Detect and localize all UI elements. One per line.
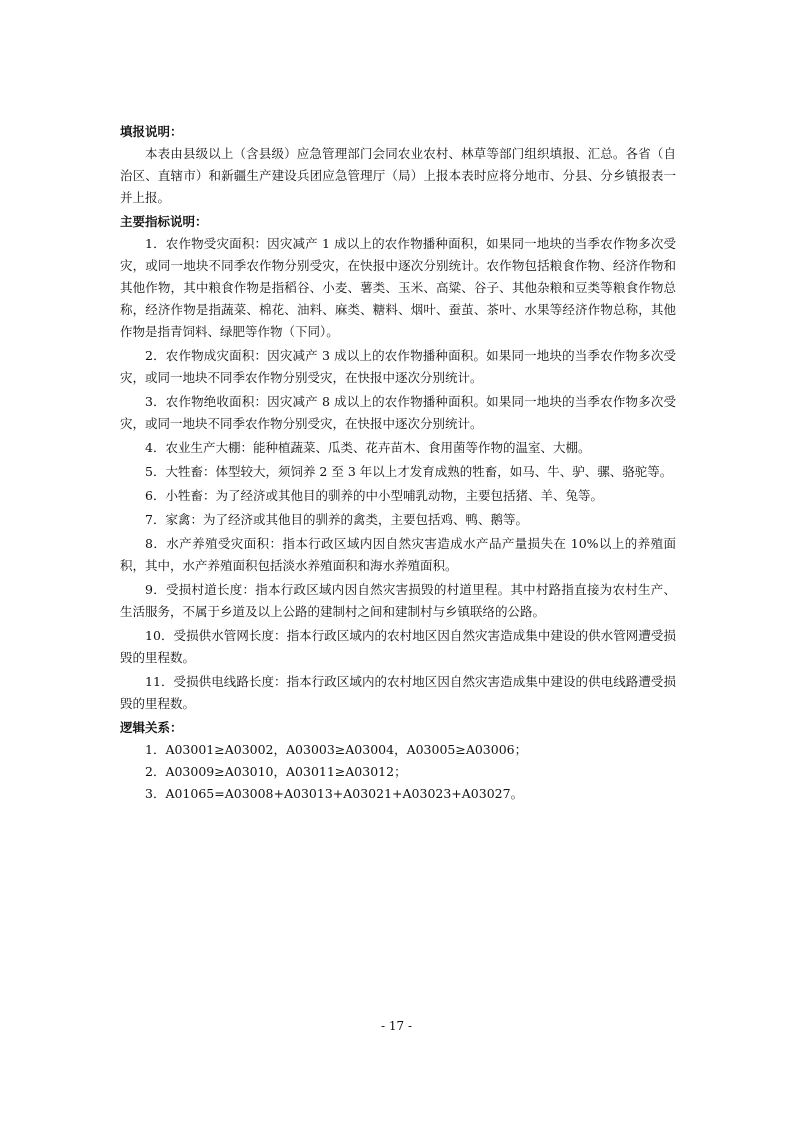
document-body xyxy=(120,121,676,805)
indicator-item: 5．大牲畜：体型较大，须饲养 2 至 3 年以上才发育成熟的牲畜，如马、牛、驴、骡、骆驼等。 xyxy=(145,464,673,479)
logic-item: 3．A01065=A03008+A03013+A03021+A03023+A03027。 xyxy=(145,786,524,801)
filling-instructions-text: 本表由县级以上（含县级）应急管理部门会同农业农村、林草等部门组织填报、汇总。各省（自治区、直辖市）和新疆生产建设兵团应急管理厅（局）上报本表时应将分地市、分县、分乡镇报表一并上报。 xyxy=(120,146,676,205)
indicator-item: 4．农业生产大棚：能种植蔬菜、瓜类、花卉苗木、食用菌等作物的温室、大棚。 xyxy=(145,440,591,455)
logic-item: 2．A03009≥A03010，A03011≥A03012； xyxy=(145,764,407,779)
main-indicators-heading: 主要指标说明： xyxy=(120,214,208,229)
page-number: - 17 - xyxy=(380,1019,412,1033)
indicator-item: 6．小牲畜：为了经济或其他目的驯养的中小型哺乳动物，主要包括猪、羊、兔等。 xyxy=(145,488,603,503)
filling-instructions-heading: 填报说明： xyxy=(120,124,183,139)
logic-relations-heading: 逻辑关系： xyxy=(120,720,183,735)
logic-item: 1．A03001≥A03002，A03003≥A03004，A03005≥A03006； xyxy=(145,742,528,757)
indicator-item: 1．农作物受灾面积：因灾减产 1 成以上的农作物播种面积，如果同一地块的当季农作物多次受灾，或同一地块不同季农作物分别受灾，在快报中逐次分别统计。农作物包括粮食作物、经济作物和其他作物，其中粮食作物是指稻谷、小麦、薯类、玉米、高粱、谷子、其他杂粮和豆类等粮食作物总称，经济作物是指蔬菜、棉花、油料、麻类、糖料、烟叶、蚕茧、茶叶、水果等经济作物总称，其他作物是指青饲料、绿肥等作物（下同）。 xyxy=(120,236,676,339)
indicator-item: 3．农作物绝收面积：因灾减产 8 成以上的农作物播种面积。如果同一地块的当季农作物多次受灾，或同一地块不同季农作物分别受灾，在快报中逐次分别统计。 xyxy=(120,394,676,431)
indicator-item: 2．农作物成灾面积：因灾减产 3 成以上的农作物播种面积。如果同一地块的当季农作物多次受灾，或同一地块不同季农作物分别受灾，在快报中逐次分别统计。 xyxy=(120,348,676,385)
indicator-item: 10．受损供水管网长度：指本行政区域内的农村地区因自然灾害造成集中建设的供水管网遭受损毁的里程数。 xyxy=(120,628,676,665)
indicator-item: 8．水产养殖受灾面积：指本行政区域内因自然灾害造成水产品产量损失在 10%以上的养殖面积，其中，水产养殖面积包括淡水养殖面积和海水养殖面积。 xyxy=(120,536,676,573)
indicator-item: 9．受损村道长度：指本行政区域内因自然灾害损毁的村道里程。其中村路指直接为农村生产、生活服务，不属于乡道及以上公路的建制村之间和建制村与乡镇联络的公路。 xyxy=(120,582,676,619)
indicator-item: 11．受损供电线路长度：指本行政区域内的农村地区因自然灾害造成集中建设的供电线路遭受损毁的里程数。 xyxy=(120,674,676,711)
indicator-item: 7．家禽：为了经济或其他目的驯养的禽类，主要包括鸡、鸭、鹅等。 xyxy=(145,512,528,527)
